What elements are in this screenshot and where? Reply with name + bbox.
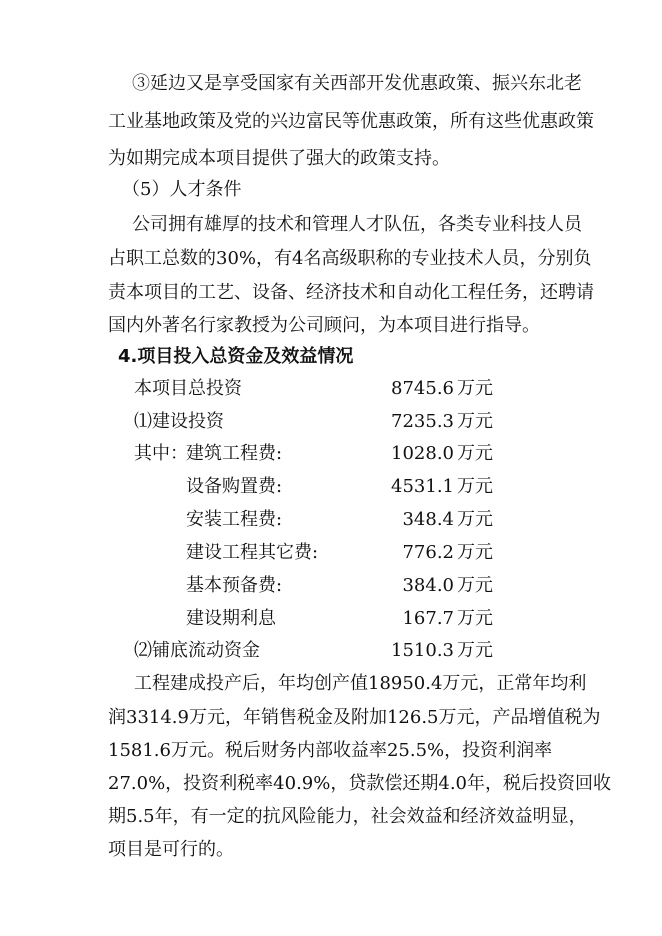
row-label: ⑵铺底流动资金: [134, 640, 260, 661]
para3-line-2: 润3314.9万元，年销售税金及附加126.5万元，产品增值税为: [108, 707, 601, 728]
para3-line-3: 1581.6万元。税后财务内部收益率25.5%，投资利润率: [108, 740, 553, 761]
row-amount: 1510.3: [391, 640, 454, 661]
row-unit: 万元: [457, 608, 493, 629]
qizhong-prefix: 其中：: [134, 443, 188, 464]
row-amount: 348.4: [402, 509, 454, 530]
row-amount: 1028.0: [391, 443, 454, 464]
row-label: 设备购置费:: [186, 476, 283, 497]
para2-line-2: 占职工总数的30%，有4名高级职称的专业技术人员，分别负: [108, 248, 592, 269]
row-unit: 万元: [457, 411, 493, 432]
row-label: 建设工程其它费:: [186, 542, 319, 563]
section-4-heading: 4.项目投入总资金及效益情况: [118, 346, 354, 367]
para1-line-1: ③延边又是享受国家有关西部开发优惠政策、振兴东北老: [132, 73, 582, 94]
row-label: 基本预备费:: [186, 575, 283, 596]
row-unit: 万元: [457, 443, 493, 464]
section-5-title: （5）人才条件: [122, 179, 242, 200]
para1-line-2: 工业基地政策及党的兴边富民等优惠政策，所有这些优惠政策: [108, 111, 594, 132]
row-amount: 4531.1: [391, 476, 454, 497]
row-amount: 384.0: [402, 575, 454, 596]
para2-line-3: 责本项目的工艺、设备、经济技术和自动化工程任务，还聘请: [108, 282, 594, 303]
row-unit: 万元: [457, 640, 493, 661]
para3-line-4: 27.0%，投资利税率40.9%，贷款偿还期4.0年，税后投资回收: [108, 773, 611, 794]
row-amount: 7235.3: [391, 411, 454, 432]
row-amount: 8745.6: [391, 378, 454, 399]
row-unit: 万元: [457, 542, 493, 563]
row-label: 安装工程费:: [186, 509, 283, 530]
row-label: 建设期利息: [186, 608, 276, 629]
row-amount: 167.7: [402, 608, 454, 629]
para3-line-1: 工程建成投产后，年均创产值18950.4万元，正常年均利: [134, 673, 587, 694]
row-unit: 万元: [457, 378, 493, 399]
row-label: ⑴建设投资: [134, 411, 224, 432]
para2-line-1: 公司拥有雄厚的技术和管理人才队伍，各类专业科技人员: [132, 214, 582, 235]
row-label: 本项目总投资: [134, 378, 242, 399]
row-unit: 万元: [457, 509, 493, 530]
row-label: 建筑工程费:: [186, 443, 283, 464]
row-amount: 776.2: [402, 542, 454, 563]
row-unit: 万元: [457, 476, 493, 497]
para1-line-3: 为如期完成本项目提供了强大的政策支持。: [108, 148, 450, 169]
para3-line-5: 期5.5年，有一定的抗风险能力，社会效益和经济效益明显，: [108, 806, 587, 827]
row-unit: 万元: [457, 575, 493, 596]
para3-line-6: 项目是可行的。: [108, 839, 234, 860]
para2-line-4: 国内外著名行家教授为公司顾问，为本项目进行指导。: [108, 315, 540, 336]
